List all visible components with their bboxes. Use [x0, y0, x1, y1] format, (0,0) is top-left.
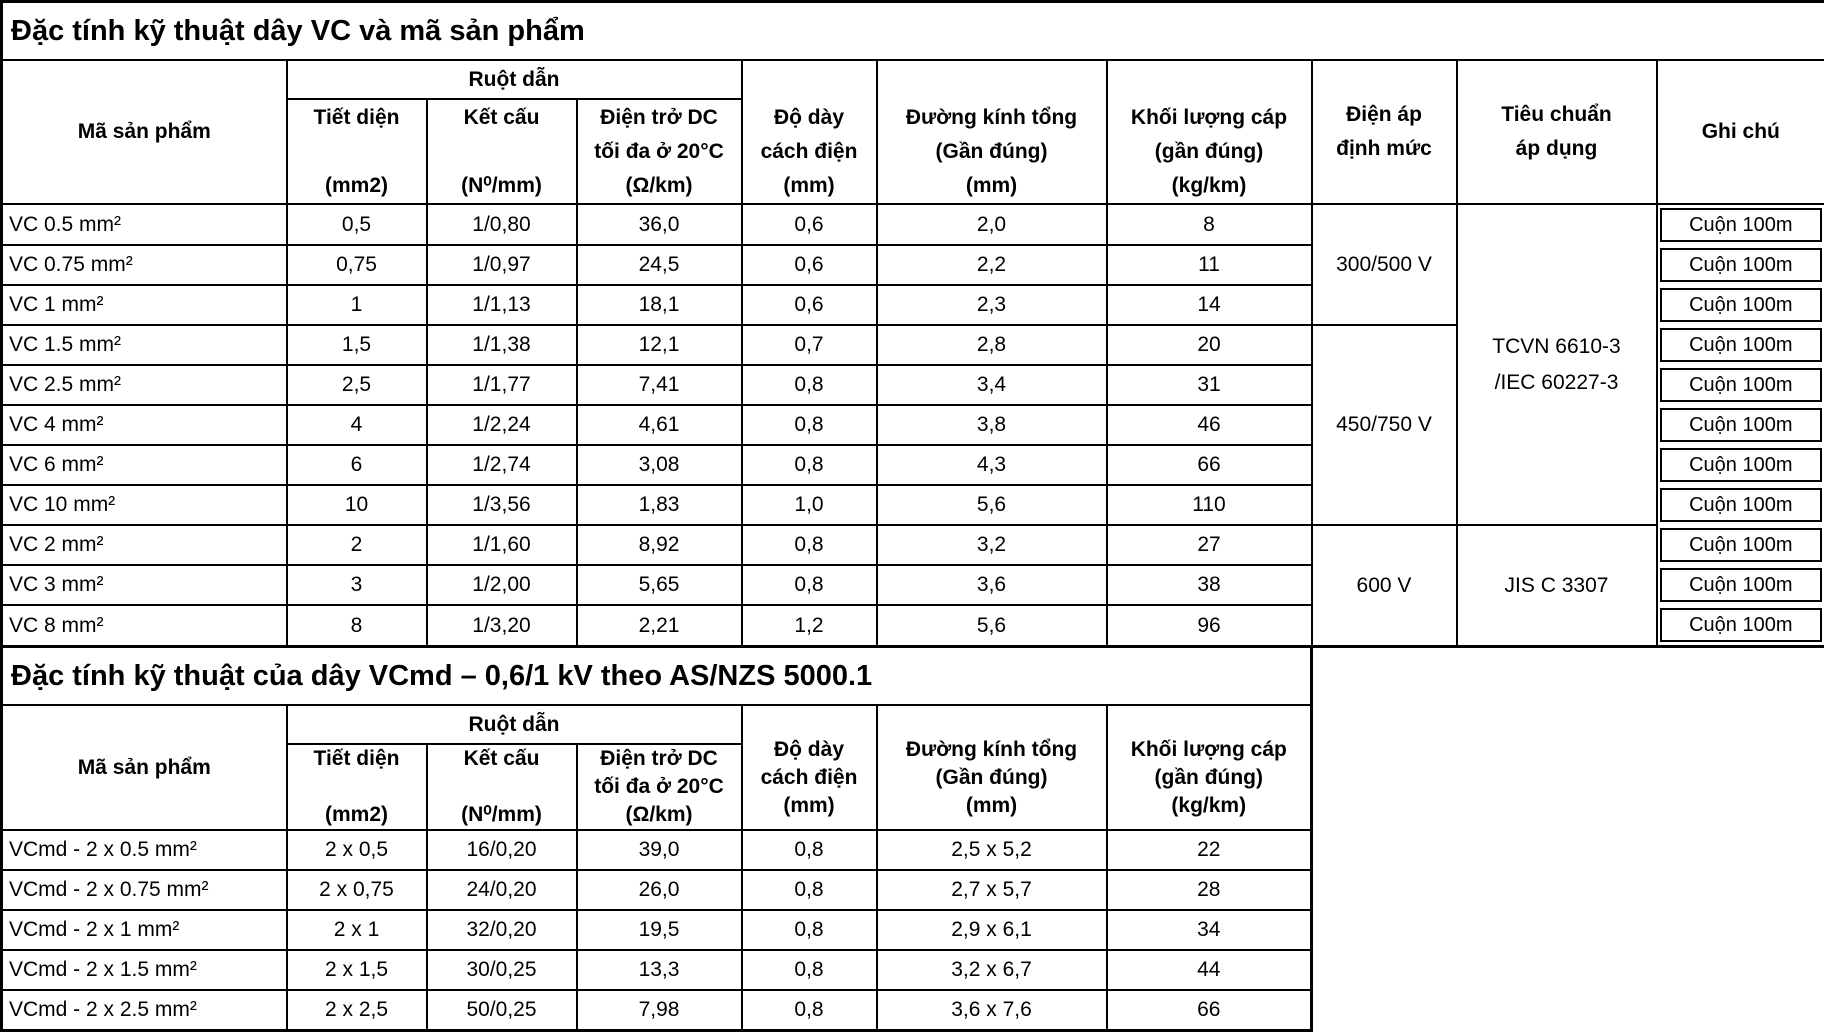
table-row — [2, 990, 1312, 1030]
diameter-cell: 5,6 — [877, 605, 1107, 647]
table-row — [2, 870, 1312, 910]
structure-cell: 1/1,13 — [427, 285, 577, 325]
weight-cell: 34 — [1107, 910, 1312, 950]
header-line: định mức — [1315, 132, 1454, 166]
applied-standard-cell — [1457, 204, 1657, 525]
diameter-cell: 3,6 — [877, 565, 1107, 605]
structure-cell: 1/1,38 — [427, 325, 577, 365]
rated-voltage-cell: 300/500 V — [1312, 204, 1457, 325]
header-cable-weight — [1107, 705, 1312, 830]
product-code-cell: VC 1 mm² — [2, 285, 287, 325]
insulation-cell: 0,6 — [742, 285, 877, 325]
header-line — [290, 135, 424, 169]
header-line: tối đa ở 20°C — [580, 773, 739, 801]
table-row — [2, 950, 1312, 990]
header-line: (gần đúng) — [1110, 135, 1309, 169]
header-overall-diameter — [877, 60, 1107, 204]
header-line — [290, 773, 424, 801]
resistance-cell: 18,1 — [577, 285, 742, 325]
structure-cell: 1/1,60 — [427, 525, 577, 565]
note-box: Cuộn 100m — [1660, 248, 1823, 282]
insulation-cell: 0,8 — [742, 525, 877, 565]
header-conductor-group: Ruột dẫn — [287, 60, 742, 99]
note-cell — [1657, 325, 1824, 365]
header-line: (kg/km) — [1110, 169, 1309, 203]
weight-cell: 14 — [1107, 285, 1312, 325]
diameter-cell: 2,7 x 5,7 — [877, 870, 1107, 910]
weight-cell: 31 — [1107, 365, 1312, 405]
header-line: (N⁰/mm) — [430, 801, 574, 829]
header-line: (mm2) — [290, 801, 424, 829]
header-line: (mm) — [745, 792, 874, 820]
cross-section-cell: 0,5 — [287, 204, 427, 245]
cross-section-cell: 8 — [287, 605, 427, 647]
note-cell — [1657, 204, 1824, 245]
table1-title-row — [2, 2, 1824, 61]
structure-cell: 1/0,80 — [427, 204, 577, 245]
diameter-cell: 2,9 x 6,1 — [877, 910, 1107, 950]
weight-cell: 96 — [1107, 605, 1312, 647]
structure-cell: 1/3,56 — [427, 485, 577, 525]
product-code-cell: VCmd - 2 x 0.5 mm² — [2, 830, 287, 870]
weight-cell: 38 — [1107, 565, 1312, 605]
structure-cell: 1/2,24 — [427, 405, 577, 445]
rated-voltage-cell: 600 V — [1312, 525, 1457, 647]
note-box: Cuộn 100m — [1660, 488, 1823, 522]
product-code-cell: VC 2 mm² — [2, 525, 287, 565]
applied-standard-cell — [1457, 525, 1657, 647]
header-line: Kết cấu — [430, 745, 574, 773]
insulation-cell: 0,8 — [742, 830, 877, 870]
product-code-cell: VC 4 mm² — [2, 405, 287, 445]
resistance-cell: 19,5 — [577, 910, 742, 950]
insulation-cell: 0,8 — [742, 365, 877, 405]
structure-cell: 1/0,97 — [427, 245, 577, 285]
note-box: Cuộn 100m — [1660, 328, 1823, 362]
note-box: Cuộn 100m — [1660, 528, 1823, 562]
structure-cell: 1/2,00 — [427, 565, 577, 605]
header-line: (mm) — [880, 792, 1104, 820]
note-box: Cuộn 100m — [1660, 608, 1823, 642]
structure-cell: 50/0,25 — [427, 990, 577, 1030]
note-cell — [1657, 485, 1824, 525]
header-line: (Gần đúng) — [880, 764, 1104, 792]
cross-section-cell: 10 — [287, 485, 427, 525]
product-code-cell: VCmd - 2 x 0.75 mm² — [2, 870, 287, 910]
diameter-cell: 4,3 — [877, 445, 1107, 485]
diameter-cell: 2,8 — [877, 325, 1107, 365]
cross-section-cell: 3 — [287, 565, 427, 605]
header-notes: Ghi chú — [1657, 60, 1824, 204]
header-rated-voltage — [1312, 60, 1457, 204]
product-code-cell: VC 10 mm² — [2, 485, 287, 525]
header-structure — [427, 744, 577, 830]
cross-section-cell: 2 x 2,5 — [287, 990, 427, 1030]
resistance-cell: 5,65 — [577, 565, 742, 605]
structure-cell: 16/0,20 — [427, 830, 577, 870]
structure-cell: 30/0,25 — [427, 950, 577, 990]
header-line: Độ dày — [745, 101, 874, 135]
note-cell — [1657, 525, 1824, 565]
diameter-cell: 3,8 — [877, 405, 1107, 445]
cross-section-cell: 2 x 0,75 — [287, 870, 427, 910]
insulation-cell: 0,8 — [742, 950, 877, 990]
insulation-cell: 0,6 — [742, 204, 877, 245]
table-row — [2, 204, 1824, 245]
diameter-cell: 2,3 — [877, 285, 1107, 325]
header-line: cách điện — [745, 135, 874, 169]
header-line: Khối lượng cáp — [1110, 101, 1309, 135]
cross-section-cell: 1,5 — [287, 325, 427, 365]
header-line: Kết cấu — [430, 101, 574, 135]
header-line: Độ dày — [745, 736, 874, 764]
header-applied-standard — [1457, 60, 1657, 204]
product-code-cell: VC 1.5 mm² — [2, 325, 287, 365]
weight-cell: 110 — [1107, 485, 1312, 525]
header-line: (mm) — [880, 169, 1104, 203]
structure-cell: 1/2,74 — [427, 445, 577, 485]
table1-header-group-row — [2, 60, 1824, 99]
applied-standard-cell-line: /IEC 60227-3 — [1459, 365, 1655, 401]
weight-cell: 22 — [1107, 830, 1312, 870]
note-cell — [1657, 285, 1824, 325]
header-line: cách điện — [745, 764, 874, 792]
resistance-cell: 4,61 — [577, 405, 742, 445]
header-line: (kg/km) — [1110, 792, 1309, 820]
product-code-cell: VC 8 mm² — [2, 605, 287, 647]
insulation-cell: 0,8 — [742, 565, 877, 605]
weight-cell: 66 — [1107, 990, 1312, 1030]
weight-cell: 8 — [1107, 204, 1312, 245]
structure-cell: 1/1,77 — [427, 365, 577, 405]
cross-section-cell: 2,5 — [287, 365, 427, 405]
resistance-cell: 12,1 — [577, 325, 742, 365]
structure-cell: 32/0,20 — [427, 910, 577, 950]
table-row — [2, 830, 1312, 870]
header-line — [430, 773, 574, 801]
note-cell — [1657, 565, 1824, 605]
resistance-cell: 13,3 — [577, 950, 742, 990]
header-dc-resistance — [577, 744, 742, 830]
table1-title: Đặc tính kỹ thuật dây VC và mã sản phẩm — [2, 2, 1824, 61]
table-row — [2, 525, 1824, 565]
diameter-cell: 3,6 x 7,6 — [877, 990, 1107, 1030]
header-line: (Ω/km) — [580, 801, 739, 829]
header-line: Tiêu chuẩn — [1460, 98, 1654, 132]
cross-section-cell: 1 — [287, 285, 427, 325]
weight-cell: 28 — [1107, 870, 1312, 910]
header-line: Điện trở DC — [580, 101, 739, 135]
product-code-cell: VCmd - 2 x 2.5 mm² — [2, 990, 287, 1030]
diameter-cell: 3,2 x 6,7 — [877, 950, 1107, 990]
cross-section-cell: 2 x 0,5 — [287, 830, 427, 870]
weight-cell: 66 — [1107, 445, 1312, 485]
cross-section-cell: 2 x 1,5 — [287, 950, 427, 990]
insulation-cell: 0,6 — [742, 245, 877, 285]
product-code-cell: VC 2.5 mm² — [2, 365, 287, 405]
header-line: (Gần đúng) — [880, 135, 1104, 169]
product-code-cell: VC 3 mm² — [2, 565, 287, 605]
header-line: Tiết diện — [290, 745, 424, 773]
note-box: Cuộn 100m — [1660, 368, 1823, 402]
header-line — [430, 135, 574, 169]
note-box: Cuộn 100m — [1660, 208, 1823, 242]
applied-standard-cell-line: JIS C 3307 — [1459, 568, 1655, 604]
table-row — [2, 910, 1312, 950]
resistance-cell: 36,0 — [577, 204, 742, 245]
diameter-cell: 5,6 — [877, 485, 1107, 525]
insulation-cell: 0,8 — [742, 990, 877, 1030]
table2-title-row — [2, 647, 1312, 706]
header-line: (gần đúng) — [1110, 764, 1309, 792]
note-cell — [1657, 445, 1824, 485]
header-line: (N⁰/mm) — [430, 169, 574, 203]
header-line: Đường kính tổng — [880, 101, 1104, 135]
header-line: Khối lượng cáp — [1110, 736, 1309, 764]
header-overall-diameter — [877, 705, 1107, 830]
weight-cell: 44 — [1107, 950, 1312, 990]
header-line: (mm2) — [290, 169, 424, 203]
insulation-cell: 0,7 — [742, 325, 877, 365]
header-line: (mm) — [745, 169, 874, 203]
cross-section-cell: 2 x 1 — [287, 910, 427, 950]
header-line: (Ω/km) — [580, 169, 739, 203]
product-code-cell: VC 0.75 mm² — [2, 245, 287, 285]
insulation-cell: 0,8 — [742, 910, 877, 950]
resistance-cell: 39,0 — [577, 830, 742, 870]
header-product-code: Mã sản phẩm — [2, 705, 287, 830]
cross-section-cell: 6 — [287, 445, 427, 485]
header-conductor-group: Ruột dẫn — [287, 705, 742, 744]
cross-section-cell: 0,75 — [287, 245, 427, 285]
resistance-cell: 26,0 — [577, 870, 742, 910]
diameter-cell: 2,2 — [877, 245, 1107, 285]
note-box: Cuộn 100m — [1660, 448, 1823, 482]
weight-cell: 11 — [1107, 245, 1312, 285]
product-code-cell: VCmd - 2 x 1.5 mm² — [2, 950, 287, 990]
rated-voltage-cell: 450/750 V — [1312, 325, 1457, 525]
cross-section-cell: 4 — [287, 405, 427, 445]
resistance-cell: 2,21 — [577, 605, 742, 647]
header-product-code: Mã sản phẩm — [2, 60, 287, 204]
header-line: Điện áp — [1315, 98, 1454, 132]
product-code-cell: VC 6 mm² — [2, 445, 287, 485]
header-dc-resistance — [577, 99, 742, 204]
diameter-cell: 2,5 x 5,2 — [877, 830, 1107, 870]
note-cell — [1657, 405, 1824, 445]
header-line: áp dụng — [1460, 132, 1654, 166]
header-insulation-thickness — [742, 705, 877, 830]
note-box: Cuộn 100m — [1660, 288, 1823, 322]
cross-section-cell: 2 — [287, 525, 427, 565]
structure-cell: 24/0,20 — [427, 870, 577, 910]
note-cell — [1657, 365, 1824, 405]
note-box: Cuộn 100m — [1660, 568, 1823, 602]
diameter-cell: 3,4 — [877, 365, 1107, 405]
header-cross-section — [287, 744, 427, 830]
insulation-cell: 0,8 — [742, 445, 877, 485]
weight-cell: 27 — [1107, 525, 1312, 565]
insulation-cell: 1,2 — [742, 605, 877, 647]
resistance-cell: 7,41 — [577, 365, 742, 405]
table2-header-group-row — [2, 705, 1312, 744]
insulation-cell: 0,8 — [742, 405, 877, 445]
resistance-cell: 24,5 — [577, 245, 742, 285]
header-line: Tiết diện — [290, 101, 424, 135]
insulation-cell: 0,8 — [742, 870, 877, 910]
resistance-cell: 7,98 — [577, 990, 742, 1030]
applied-standard-cell-line: TCVN 6610-3 — [1459, 329, 1655, 365]
vcmd-spec-table — [0, 645, 1313, 1032]
header-cable-weight — [1107, 60, 1312, 204]
header-line: Đường kính tổng — [880, 736, 1104, 764]
resistance-cell: 8,92 — [577, 525, 742, 565]
header-line: tối đa ở 20°C — [580, 135, 739, 169]
header-structure — [427, 99, 577, 204]
product-code-cell: VCmd - 2 x 1 mm² — [2, 910, 287, 950]
note-cell — [1657, 605, 1824, 647]
header-line: Điện trở DC — [580, 745, 739, 773]
product-code-cell: VC 0.5 mm² — [2, 204, 287, 245]
weight-cell: 20 — [1107, 325, 1312, 365]
table2-title: Đặc tính kỹ thuật của dây VCmd – 0,6/1 kV theo AS/NZS 5000.1 — [2, 647, 1312, 706]
note-box: Cuộn 100m — [1660, 408, 1823, 442]
diameter-cell: 2,0 — [877, 204, 1107, 245]
note-cell — [1657, 245, 1824, 285]
resistance-cell: 1,83 — [577, 485, 742, 525]
structure-cell: 1/3,20 — [427, 605, 577, 647]
resistance-cell: 3,08 — [577, 445, 742, 485]
header-insulation-thickness — [742, 60, 877, 204]
weight-cell: 46 — [1107, 405, 1312, 445]
diameter-cell: 3,2 — [877, 525, 1107, 565]
header-cross-section — [287, 99, 427, 204]
insulation-cell: 1,0 — [742, 485, 877, 525]
